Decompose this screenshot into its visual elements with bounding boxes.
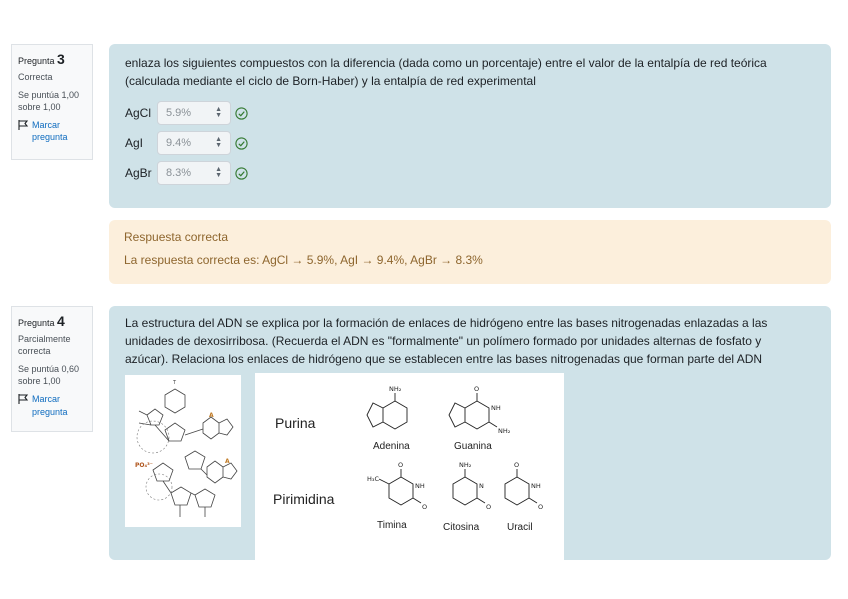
feedback-title: Respuesta correcta xyxy=(124,230,229,244)
answer-row-agbr xyxy=(125,158,815,188)
answer-row-agi xyxy=(125,128,815,158)
question-label: Pregunta xyxy=(18,318,55,328)
oxo-group-label: O xyxy=(514,461,520,469)
dna-structure-drawing xyxy=(125,375,241,527)
question-3-formulation xyxy=(109,44,831,208)
guanine-label: Guanina xyxy=(454,441,492,452)
amino-group-label: NH₂ xyxy=(498,427,511,435)
thymine-label: Timina xyxy=(377,520,407,531)
answer-select-agcl[interactable] xyxy=(157,101,231,125)
question-4-grade: Se puntúa 0,60 sobre 1,00 xyxy=(18,364,80,387)
uracil-label: Uracil xyxy=(507,522,533,533)
question-text-line: La estructura del ADN se explica por la formación de enlaces de hidrógeno entre las bases nitrogenadas enlazadas a las xyxy=(125,316,768,330)
oxo-group-label: O xyxy=(398,461,404,469)
flag-question-4-button[interactable] xyxy=(18,393,86,417)
question-text-line: (calculada mediante el ciclo de Born-Haber) y la entalpía de red experimental xyxy=(125,74,536,88)
question-number: 4 xyxy=(57,313,65,329)
select-value: 5.9% xyxy=(166,107,192,119)
select-arrows-icon: ▲ ▼ xyxy=(215,166,222,179)
question-4-formulation xyxy=(109,306,831,560)
question-4-info xyxy=(11,306,93,432)
flag-label: Marcar pregunta xyxy=(32,394,68,417)
oxo-group-label: O xyxy=(474,385,480,393)
correct-answer-text: La respuesta correcta es: AgCl → 5.9%, AgI → 9.4%, AgBr → 8.3% xyxy=(124,253,483,267)
question-number: 3 xyxy=(57,51,65,67)
question-4-state: Parcialmente correcta xyxy=(18,333,71,357)
compound-label: AgCl xyxy=(125,106,152,120)
correct-check-icon xyxy=(235,137,248,150)
question-3-info xyxy=(11,44,93,160)
question-text-line: unidades de dexosirribosa. (Recuerda el ADN es "formalmente" un polímero formado por unidades alternas de fosfato y xyxy=(125,334,762,348)
correct-check-icon xyxy=(235,107,248,120)
dna-structure-image xyxy=(125,375,241,527)
question-4-number xyxy=(18,312,86,331)
question-3-state: Correcta xyxy=(18,71,53,82)
purine-label: Purina xyxy=(275,415,316,431)
flag-icon xyxy=(18,394,29,404)
compound-label: AgBr xyxy=(125,166,152,180)
question-label: Pregunta xyxy=(18,56,55,66)
question-4-text xyxy=(109,306,831,368)
amino-group-label: NH₂ xyxy=(459,461,472,469)
imine-group-label: NH xyxy=(491,404,501,412)
oxo-group-label: O xyxy=(422,503,428,511)
flag-question-3-button[interactable] xyxy=(18,119,86,143)
question-3-feedback xyxy=(109,220,831,284)
answer-select-agi[interactable] xyxy=(157,131,231,155)
select-value: 8.3% xyxy=(166,167,192,179)
methyl-group-label: H₃C xyxy=(367,475,380,483)
cytosine-label: Citosina xyxy=(443,522,480,533)
question-text-line: azúcar). Relaciona los enlaces de hidrógeno que se establecen entre las bases nitrogenadas que forman parte del ADN xyxy=(125,352,763,366)
adenine-label: Adenina xyxy=(373,441,410,452)
imine-group-label: NH xyxy=(531,482,541,490)
adenine-letter: A xyxy=(209,412,214,419)
select-arrows-icon: ▲ ▼ xyxy=(215,136,222,149)
answer-row-agcl xyxy=(125,98,815,128)
oxo-group-label: O xyxy=(538,503,544,511)
nitrogen-label: N xyxy=(479,482,484,490)
imine-group-label: NH xyxy=(415,482,425,490)
question-3-text xyxy=(125,54,815,90)
amino-group-label: NH₂ xyxy=(389,385,402,393)
flag-label: Marcar pregunta xyxy=(32,120,68,143)
adenine-letter: A xyxy=(225,458,230,465)
correct-check-icon xyxy=(235,167,248,180)
answer-select-agbr[interactable] xyxy=(157,161,231,185)
pyrimidine-label: Pirimidina xyxy=(273,491,335,507)
question-3-grade: Se puntúa 1,00 sobre 1,00 xyxy=(18,90,80,113)
answer-rows xyxy=(125,98,815,188)
nitrogen-bases-image xyxy=(255,373,564,561)
phosphate-label: PO₄³⁻ xyxy=(135,462,153,469)
select-arrows-icon: ▲ ▼ xyxy=(215,106,222,119)
question-text-line: enlaza los siguientes compuestos con la diferencia (dada como un porcentaje) entre el valor de la entalpía de red teórica xyxy=(125,56,767,70)
select-value: 9.4% xyxy=(166,137,192,149)
flag-icon xyxy=(18,120,29,130)
oxo-group-label: O xyxy=(486,503,492,511)
thymine-letter: T xyxy=(173,380,177,386)
question-3-number xyxy=(18,50,86,69)
compound-label: AgI xyxy=(125,136,144,150)
